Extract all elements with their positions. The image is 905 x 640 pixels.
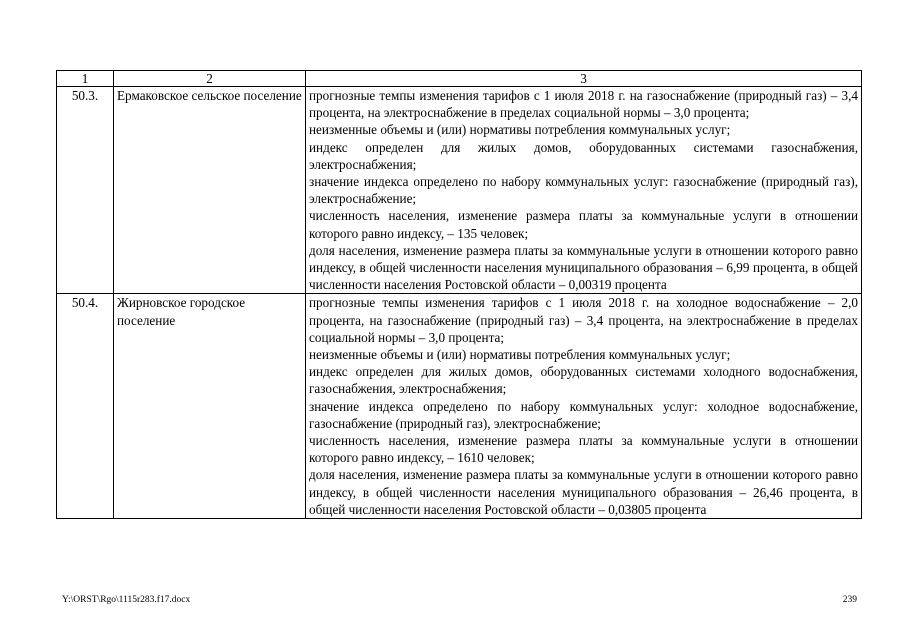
description-paragraph: доля населения, изменение размера платы за коммунальные услуги в отношении которого равно индексу, в общей численности населения муниципального образования – 6,99 процента, в общей численности населения Ростовской области – 0,00319 процента	[309, 242, 858, 293]
table-row	[57, 294, 862, 519]
tariff-index-table	[56, 70, 862, 519]
description-paragraph: численность населения, изменение размера платы за коммунальные услуги в отношении которого равно индексу, – 1610 человек;	[309, 433, 858, 466]
description-paragraph: неизменные объемы и (или) нормативы потребления коммунальных услуг;	[309, 122, 731, 138]
row-number-cell: 50.3.	[57, 87, 114, 294]
settlement-name-cell: Ермаковское сельское поселение	[114, 87, 306, 294]
column-header-description: 3	[306, 71, 862, 87]
description-cell	[306, 87, 862, 294]
description-paragraph: прогнозные темпы изменения тарифов с 1 июля 2018 г. на газоснабжение (природный газ) – 3,4 процента, на электроснабжение в пределах социальной нормы – 3,0 процента;	[309, 88, 858, 121]
row-number-cell: 50.4.	[57, 294, 114, 519]
footer-file-path: Y:\ORST\Rgo\1115r283.f17.docx	[62, 595, 191, 605]
description-paragraph: численность населения, изменение размера платы за коммунальные услуги в отношении которого равно индексу, – 135 человек;	[309, 208, 858, 241]
table-header-row	[57, 71, 862, 87]
column-header-name: 2	[114, 71, 306, 87]
table-row	[57, 87, 862, 294]
description-paragraph: значение индекса определено по набору коммунальных услуг: газоснабжение (природный газ), электроснабжение;	[309, 174, 858, 207]
description-paragraph: индекс определен для жилых домов, оборудованных системами газоснабжения, электроснабжения;	[309, 139, 858, 172]
description-cell	[306, 294, 862, 519]
description-paragraph: прогнозные темпы изменения тарифов с 1 июля 2018 г. на холодное водоснабжение – 2,0 процента, на газоснабжение (природный газ) – 3,4 процента, на электроснабжение в пределах социальной нормы – 3,0 процента;	[309, 295, 858, 345]
footer-page-number: 239	[842, 595, 857, 605]
description-paragraph: значение индекса определено по набору коммунальных услуг: холодное водоснабжение, газоснабжение (природный газ), электроснабжение;	[309, 398, 858, 431]
column-header-number: 1	[57, 71, 114, 87]
description-paragraph: неизменные объемы и (или) нормативы потребления коммунальных услуг;	[309, 347, 731, 363]
settlement-name-cell: Жирновское городское поселение	[114, 294, 306, 519]
description-paragraph: доля населения, изменение размера платы за коммунальные услуги в отношении которого равно индексу, в общей численности населения муниципального образования – 26,46 процента, в общей численности населения Ростовской области – 0,03805 процента	[309, 467, 858, 517]
description-paragraph: индекс определен для жилых домов, оборудованных системами холодного водоснабжения, газоснабжения, электроснабжения;	[309, 364, 858, 397]
